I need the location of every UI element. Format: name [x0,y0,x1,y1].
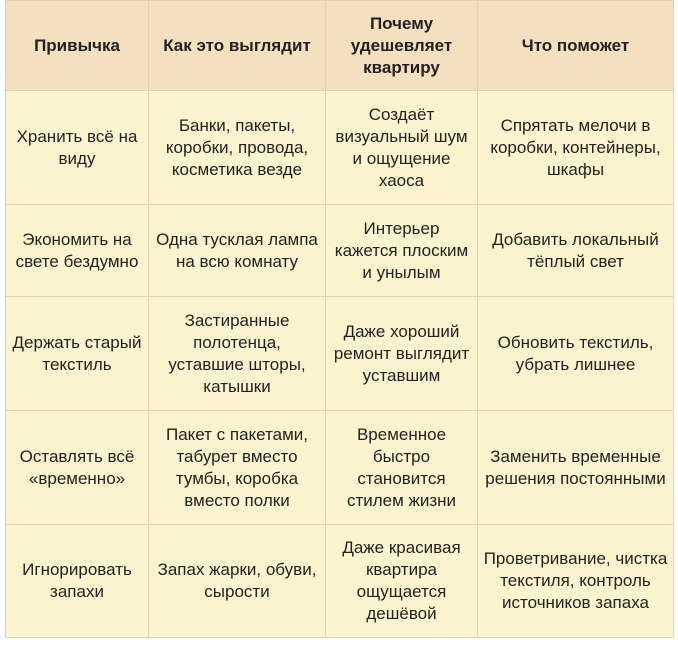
cell-how-it-looks: Пакет с пакетами, табурет вместо тумбы, коробка вместо полки [149,411,326,525]
cell-how-it-looks: Банки, пакеты, коробки, провода, косметика везде [149,91,326,205]
header-row [6,1,674,91]
table-row [6,91,674,205]
cell-how-it-looks: Одна тусклая лампа на всю комнату [149,205,326,297]
cell-how-it-looks: Застиранные полотенца, уставшие шторы, катышки [149,297,326,411]
header-habit: Привычка [6,1,149,91]
cell-why-cheapens: Временное быстро становится стилем жизни [326,411,478,525]
table-row [6,205,674,297]
cell-habit: Держать старый текстиль [6,297,149,411]
cell-why-cheapens: Даже хороший ремонт выглядит уставшим [326,297,478,411]
cell-habit: Оставлять всё «временно» [6,411,149,525]
cell-what-helps: Спрятать мелочи в коробки, контейнеры, шкафы [478,91,674,205]
cell-habit: Игнорировать запахи [6,525,149,638]
cell-why-cheapens: Создаёт визуальный шум и ощущение хаоса [326,91,478,205]
table-row [6,297,674,411]
cell-what-helps: Добавить локальный тёплый свет [478,205,674,297]
header-what-helps: Что поможет [478,1,674,91]
cell-why-cheapens: Даже красивая квартира ощущается дешёвой [326,525,478,638]
cell-habit: Экономить на свете бездумно [6,205,149,297]
table-row [6,411,674,525]
header-how-it-looks: Как это выглядит [149,1,326,91]
cell-habit: Хранить всё на виду [6,91,149,205]
cell-what-helps: Обновить текстиль, убрать лишнее [478,297,674,411]
table-body [6,91,674,638]
cell-how-it-looks: Запах жарки, обуви, сырости [149,525,326,638]
header-why-cheapens: Почему удешевляет квартиру [326,1,478,91]
cell-what-helps: Заменить временные решения постоянными [478,411,674,525]
table-row [6,525,674,638]
cell-why-cheapens: Интерьер кажется плоским и унылым [326,205,478,297]
table-header [6,1,674,91]
habits-table [5,0,674,638]
cell-what-helps: Проветривание, чистка текстиля, контроль источников запаха [478,525,674,638]
